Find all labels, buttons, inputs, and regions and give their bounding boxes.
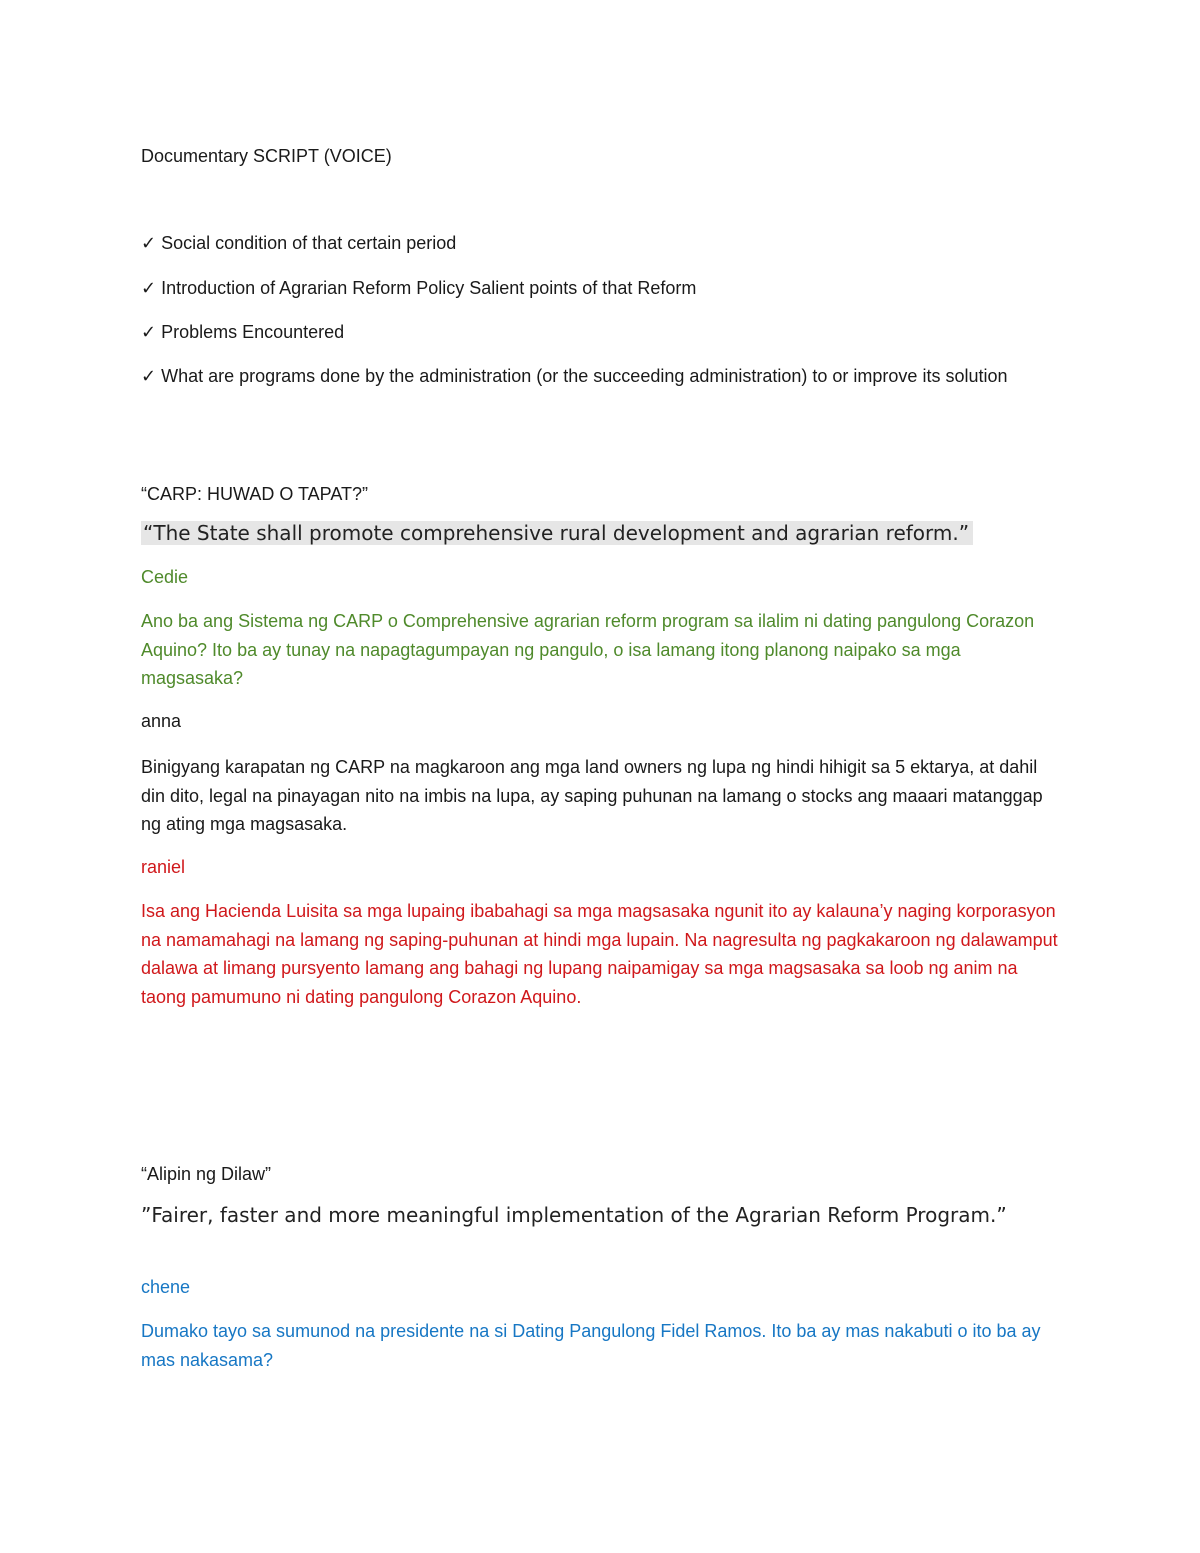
document-title: Documentary SCRIPT (VOICE) bbox=[141, 146, 392, 166]
checklist-item-introduction: ✓ Introduction of Agrarian Reform Policy Salient points of that Reform bbox=[141, 278, 697, 298]
speaker-name-anna: anna bbox=[141, 711, 182, 731]
speaker-line-cedie: Ano ba ang Sistema ng CARP o Comprehensive agrarian reform program sa ilalim ni dating pangulong Corazon Aquino? Ito ba ay tunay na napagtagumpayan ng pangulo, o isa lamang itong planong naipako sa mga magsasaka? bbox=[141, 611, 1035, 688]
checklist-item-problems: ✓ Problems Encountered bbox=[141, 322, 345, 342]
section-heading-alipin: “Alipin ng Dilaw” bbox=[141, 1164, 272, 1184]
speaker-name-cedie: Cedie bbox=[141, 567, 189, 587]
ramos-quote: ”Fairer, faster and more meaningful implementation of the Agrarian Reform Program.” bbox=[141, 1203, 1007, 1227]
checklist-item-programs: ✓ What are programs done by the administration (or the succeeding administration) to or improve its solution bbox=[141, 366, 1008, 386]
speaker-name-raniel: raniel bbox=[141, 857, 186, 877]
speaker-line-anna: Binigyang karapatan ng CARP na magkaroon ang mga land owners ng lupa ng hindi hihigit sa 5 ektarya, at dahil din dito, legal na pinayagan nito na imbis na lupa, ay saping puhunan na lamang o stocks ang maaari matanggap ng ating mga magsasaka. bbox=[141, 757, 1043, 834]
constitution-quote bbox=[141, 519, 973, 547]
speaker-line-chene: Dumako tayo sa sumunod na presidente na si Dating Pangulong Fidel Ramos. Ito ba ay mas nakabuti o ito ba ay mas nakasama? bbox=[141, 1321, 1041, 1370]
section-heading-carp: “CARP: HUWAD O TAPAT?” bbox=[141, 484, 369, 504]
speaker-line-raniel: Isa ang Hacienda Luisita sa mga lupaing ibabahagi sa mga magsasaka ngunit ito ay kalauna’y naging korporasyon na namamahagi na lamang ng saping-puhunan at hindi mga lupain. Na nagresulta ng pagkakaroon ng dalawamput dalawa at limang pursyento lamang ang bahagi ng lupang naipamigay sa mga magsasaka sa loob ng anim na taong pamumuno ni dating pangulong Corazon Aquino. bbox=[141, 901, 1058, 1007]
checklist-item-social-condition: ✓ Social condition of that certain period bbox=[141, 233, 457, 253]
quote-highlight: “The State shall promote comprehensive rural development and agrarian reform.” bbox=[141, 521, 973, 545]
speaker-name-chene: chene bbox=[141, 1277, 191, 1297]
